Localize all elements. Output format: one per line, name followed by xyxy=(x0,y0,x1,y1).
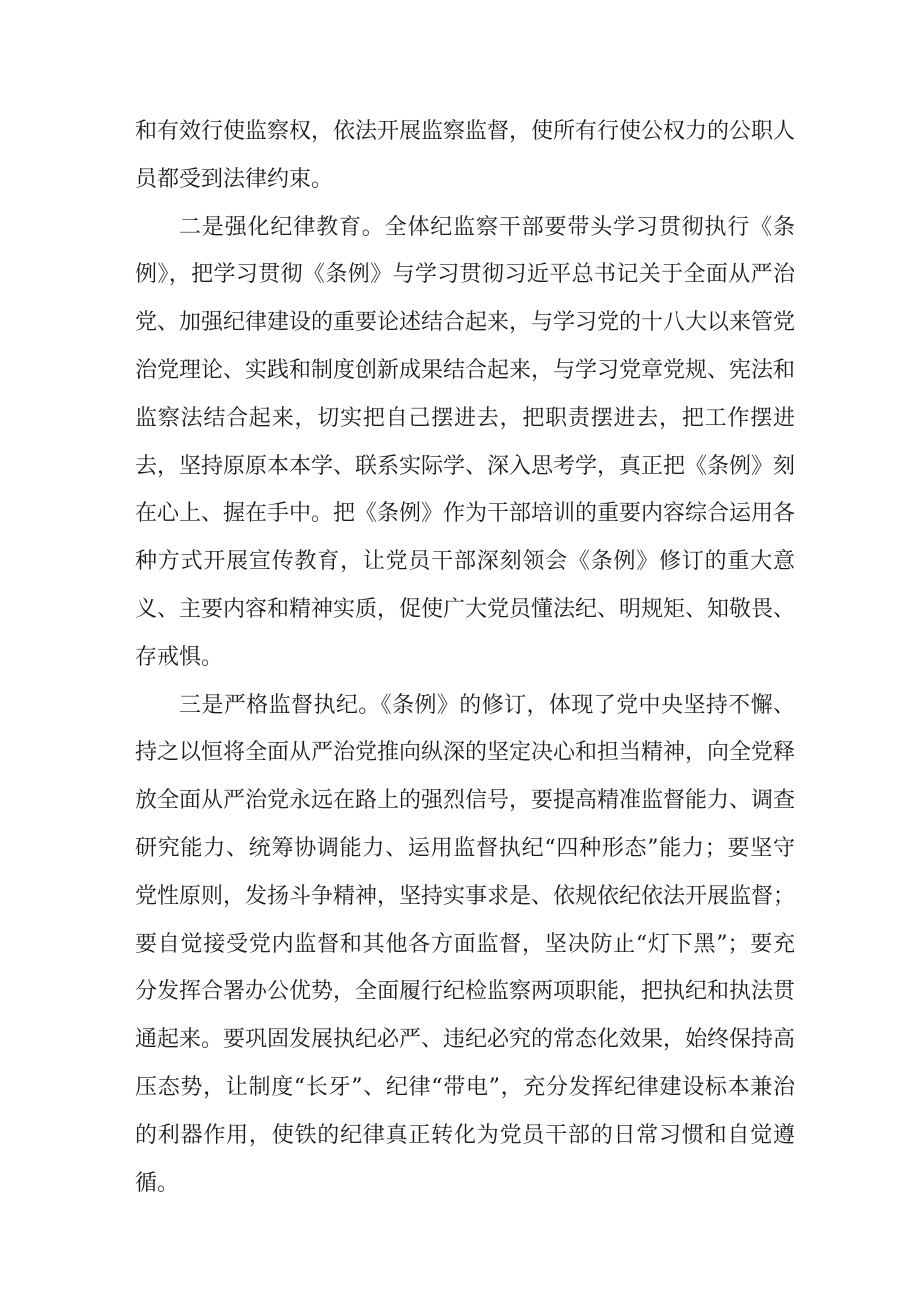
document-body xyxy=(135,108,795,1207)
paragraph-discipline-education: 二是强化纪律教育。全体纪监察干部要带头学习贯彻执行《条例》，把学习贯彻《条例》与学习贯彻习近平总书记关于全面从严治党、加强纪律建设的重要论述结合起来，与学习党的十八大以来管党治党理论、实践和制度创新成果结合起来，与学习党章党规、宪法和监察法结合起来，切实把自己摆进去，把职责摆进去，把工作摆进去，坚持原原本本学、联系实际学、深入思考学，真正把《条例》刻在心上、握在手中。把《条例》作为干部培训的重要内容综合运用各种方式开展宣传教育，让党员干部深刻领会《条例》修订的重大意义、主要内容和精神实质，促使广大党员懂法纪、明规矩、知敬畏、存戒惧。 xyxy=(135,214,796,670)
paragraph-continuation: 和有效行使监察权，依法开展监察监督，使所有行使公权力的公职人员都受到法律约束。 xyxy=(135,119,796,192)
paragraph-strict-supervision: 三是严格监督执纪。《条例》的修订，体现了党中央坚持不懈、持之以恒将全面从严治党推向纵深的坚定决心和担当精神，向全党释放全面从严治党永远在路上的强烈信号，要提高精准监督能力、调查研究能力、统筹协调能力、运用监督执纪“四种形态”能力；要坚守党性原则，发扬斗争精神，坚持实事求是、依规依纪依法开展监督；要自觉接受党内监督和其他各方面监督，坚决防止“灯下黑”；要充分发挥合署办公优势，全面履行纪检监察两项职能，把执纪和执法贯通起来。要巩固发展执纪必严、违纪必究的常态化效果，始终保持高压态势，让制度“长牙”、纪律“带电”，充分发挥纪律建设标本兼治的利器作用，使铁的纪律真正转化为党员干部的日常习惯和自觉遵循。 xyxy=(135,692,796,1196)
